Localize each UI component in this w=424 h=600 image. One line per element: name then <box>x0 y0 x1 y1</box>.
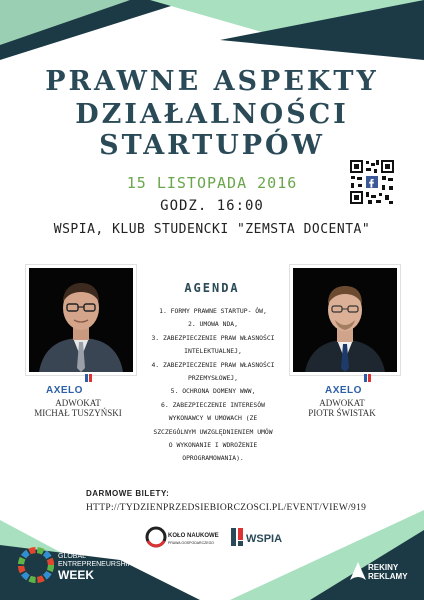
rekiny-reklamy-logo-text <box>368 563 408 581</box>
agenda-line: 5. OCHRONA DOMENY WWW, <box>170 387 256 396</box>
gew-line-2: ENTREPRENEURSHIP <box>58 561 133 568</box>
rekiny-line-2: REKLAMY <box>368 572 408 581</box>
axelo-logo-text-left: AXELO <box>46 385 83 396</box>
gew-logo-text <box>58 553 132 581</box>
title-line-2: DZIAŁALNOŚCI <box>75 99 349 130</box>
axelo-mark-icon-right <box>363 373 373 383</box>
speaker-photo-left <box>26 265 136 375</box>
speaker-left-role: ADWOKAT <box>55 398 101 408</box>
gew-logo-icon <box>16 545 56 585</box>
agenda-line: 1. FORMY PRAWNE STARTUP- ÓW, <box>159 307 267 315</box>
agenda-line: INTELEKTUALNEJ, <box>184 347 242 356</box>
agenda-title: AGENDA <box>184 281 240 295</box>
tickets-label: DARMOWE BILETY: <box>86 489 170 498</box>
agenda-line: O WYKONANIE I WDROŻENIE <box>168 441 258 450</box>
axelo-logo-left <box>46 385 83 396</box>
kolo-title: KOŁO NAUKOWE <box>168 533 219 539</box>
kolo-subtitle: PRAWA GOSPODARCZEGO <box>168 541 215 545</box>
speaker-right-role: ADWOKAT <box>319 398 365 408</box>
wspia-logo-text: WSPIA <box>246 533 283 545</box>
kolo-naukowe-logo-icon <box>145 526 167 548</box>
speaker-photo-right <box>290 265 400 375</box>
axelo-logo-right <box>325 385 362 396</box>
qr-code-icon <box>349 159 395 205</box>
rekiny-line-1: REKINY <box>368 563 399 572</box>
tickets-link[interactable]: HTTP://TYDZIENPRZEDSIEBIORCZOSCI.PL/EVENT/VIEW/919 <box>86 503 367 513</box>
speaker-portrait-right <box>293 268 397 372</box>
agenda-line: 4. ZABEZPIECZENIE PRAW WŁASNOŚCI <box>151 360 275 369</box>
speaker-right-caption <box>277 398 407 418</box>
rekiny-shark-icon <box>348 560 368 582</box>
gew-line-1: GLOBAL <box>58 553 87 560</box>
axelo-mark-icon-left <box>84 373 94 383</box>
title-line-1: PRAWNE ASPEKTY <box>45 66 379 97</box>
agenda-line: PRZEMYSŁOWEJ, <box>187 374 239 383</box>
speaker-portrait-left <box>29 268 133 372</box>
speaker-left-caption <box>13 398 143 418</box>
event-time: GODZ. 16:00 <box>160 198 264 214</box>
gew-line-3: WEEK <box>58 568 94 582</box>
agenda-line: 3. ZABEZPIECZENIE PRAW WŁASNOŚCI <box>151 333 275 342</box>
agenda-line: 6. ZABEZPIECZENIE INTERESÓW <box>161 400 265 409</box>
wspia-logo-icon <box>230 527 246 547</box>
agenda-line: WYKONAWCY W UMOWACH (ZE <box>168 414 258 423</box>
agenda-list <box>138 305 288 466</box>
event-date: 15 LISTOPADA 2016 <box>126 174 298 192</box>
axelo-logo-text-right: AXELO <box>325 385 362 396</box>
speaker-left-name: MICHAŁ TUSZYŃSKI <box>34 408 122 418</box>
event-place: WSPIA, KLUB STUDENCKI "ZEMSTA DOCENTA" <box>53 222 371 237</box>
kolo-naukowe-text <box>168 533 219 547</box>
agenda-line: OPROGRAMOWANIA). <box>182 454 244 463</box>
agenda-line: SZCZEGÓLNYM UWZGLĘDNIENIEM UMÓW <box>153 427 273 436</box>
title-line-3: STARTUPÓW <box>99 130 325 161</box>
speaker-right-name: PIOTR ŚWISTAK <box>308 408 376 418</box>
agenda-line: 2. UMOWA NDA, <box>187 320 239 329</box>
